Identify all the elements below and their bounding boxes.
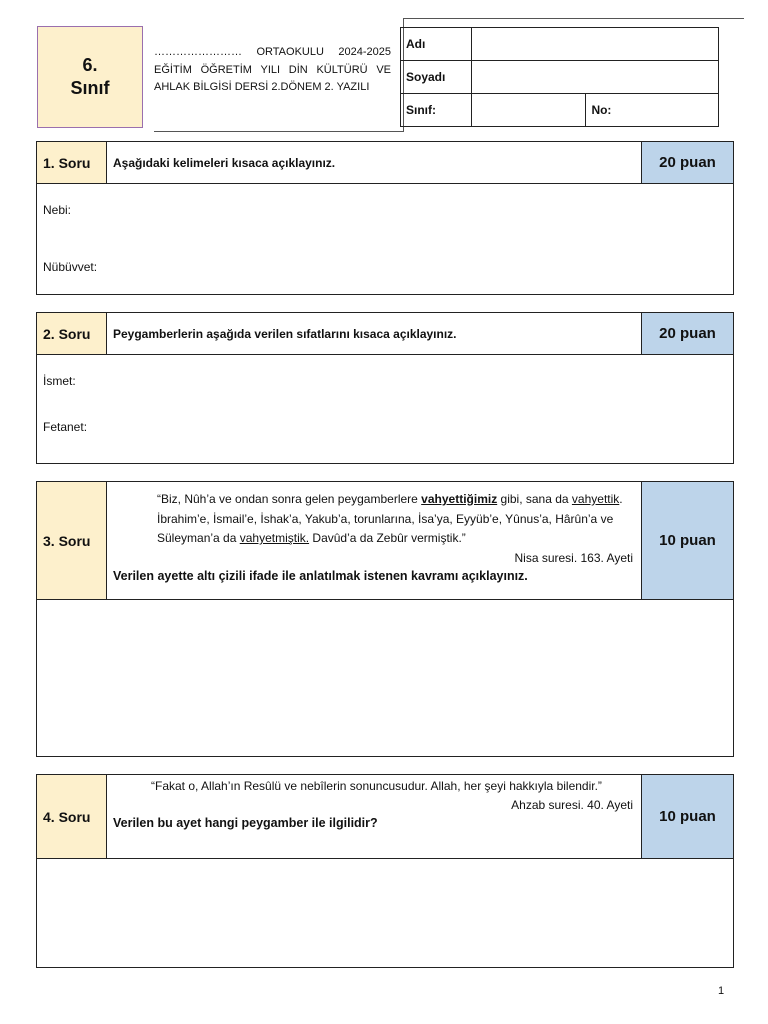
header-frame-top [403,18,744,19]
surname-label: Soyadı [401,61,472,94]
question-2-item-ismet: İsmet: [43,374,76,388]
grade-box [37,26,143,128]
question-3-prompt: Verilen ayette altı çizili ifade ile anlatılmak istenen kavramı açıklayınız. [113,568,528,583]
question-3-verse [107,482,641,549]
exam-title [154,44,391,97]
question-1-header [37,142,733,184]
question-3-reference: Nisa suresi. 163. Ayeti [514,550,633,565]
verse-text: . İbrahim’e, İsmail’e, İshak’a, Yakub’a, torunlarına, İsa’ya, Eyyüb’e, Yûnus’a, Hârûn’a ve Süleyman’a da [157,492,623,545]
question-2-item-fetanet: Fetanet: [43,420,88,434]
question-3-header [37,482,733,600]
verse-underlined-1: vahyettiğimiz [421,492,498,506]
question-4-points: 10 puan [641,775,733,858]
question-4-header [37,775,733,859]
question-2-number: 2. Soru [37,313,107,354]
class-field[interactable] [471,94,586,127]
name-label: Adı [401,28,472,61]
question-4 [36,774,734,968]
exam-title-line1: …………………… ORTAOKULU 2024-2025 [154,46,391,58]
grade-label: Sınıf [70,78,110,98]
question-2-prompt: Peygamberlerin aşağıda verilen sıfatlarını kısaca açıklayınız. [113,326,457,341]
question-4-prompt: Verilen bu ayet hangi peygamber ile ilgilidir? [113,816,378,830]
verse-text: Davûd’a da Zebûr vermiştik.” [309,531,466,545]
question-2-header [37,313,733,355]
question-3 [36,481,734,757]
header-frame-bottom [154,131,404,132]
question-1-prompt: Aşağıdaki kelimeleri kısaca açıklayınız. [113,155,336,170]
question-4-answer-area[interactable] [37,859,733,966]
verse-underlined-2: vahyettik [571,492,620,506]
question-4-content [107,775,641,858]
number-label: No: [591,103,612,117]
question-4-verse: “Fakat o, Allah’ın Resûlü ve nebîlerin sonuncusudur. Allah, her şeyi hakkıyla bilendir.” [151,779,602,793]
question-3-content [107,482,641,599]
question-3-points: 10 puan [641,482,733,599]
exam-title-line3: AHLAK BİLGİSİ DERSİ 2.DÖNEM 2. YAZILI [154,81,370,93]
name-field[interactable] [471,28,718,61]
question-1-number: 1. Soru [37,142,107,183]
verse-underlined-3: vahyetmiştik. [239,531,310,545]
number-field[interactable] [586,94,719,127]
surname-field[interactable] [471,61,718,94]
question-1-points: 20 puan [641,142,733,183]
question-3-number: 3. Soru [37,482,107,599]
student-info-table [400,27,719,127]
grade-number: 6. [82,55,98,75]
question-2-answer-area[interactable] [37,355,733,463]
question-2 [36,312,734,464]
question-1-item-nubuvvet: Nübüvvet: [43,260,98,274]
exam-title-line2: EĞİTİM ÖĞRETİM YILI DİN KÜLTÜRÜ VE [154,63,391,76]
page-number: 1 [718,985,725,997]
verse-text: gibi, sana da [497,492,572,506]
question-3-answer-area[interactable] [37,600,733,755]
question-1 [36,141,734,295]
question-2-points: 20 puan [641,313,733,354]
question-4-number: 4. Soru [37,775,107,858]
question-4-reference: Ahzab suresi. 40. Ayeti [511,798,633,812]
question-1-answer-area[interactable] [37,184,733,294]
class-label: Sınıf: [401,94,472,127]
verse-text: “Biz, Nûh’a ve ondan sonra gelen peygamberlere [157,492,422,506]
question-1-item-nebi: Nebi: [43,203,72,217]
